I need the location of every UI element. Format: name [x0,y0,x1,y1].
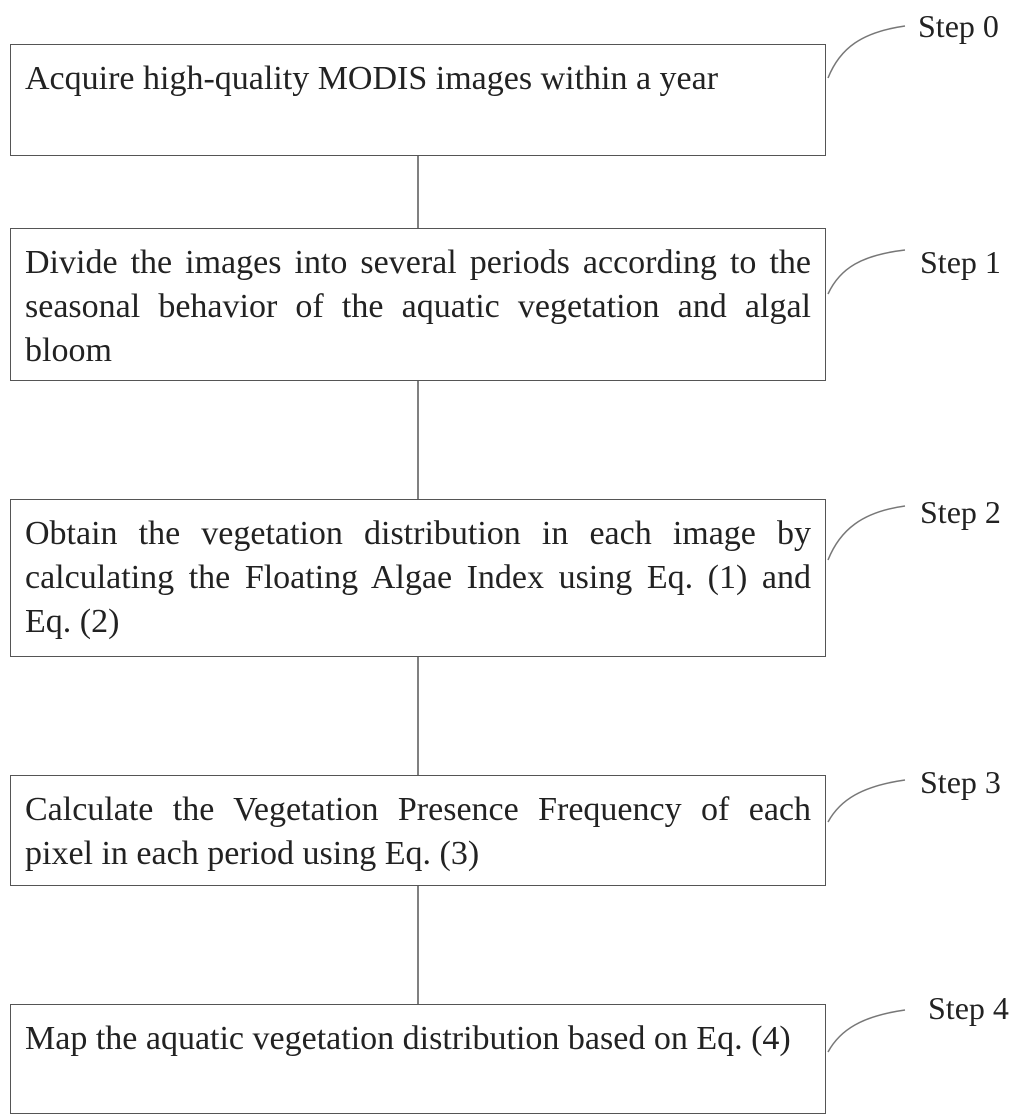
step-1-box [10,228,826,381]
step-0-box [10,44,826,156]
step-3-box [10,775,826,886]
step-2-text: Obtain the vegetation distribution in each image by calculating the Floating Algae Index using Eq. (1) and Eq. (2) [25,515,811,640]
leader-step-3 [828,780,905,822]
leader-step-2 [828,506,905,560]
step-0-text: Acquire high-quality MODIS images within a year [25,60,719,97]
step-1-text: Divide the images into several periods according to the seasonal behavior of the aquatic vegetation and algal bloom [25,244,811,369]
leader-step-1 [828,250,905,294]
step-3-text: Calculate the Vegetation Presence Frequency of each pixel in each period using Eq. (3) [25,791,811,872]
step-0-label: Step 0 [918,8,999,44]
step-4-text: Map the aquatic vegetation distribution based on Eq. (4) [25,1020,791,1057]
step-1-label: Step 1 [920,244,1001,280]
step-2-label: Step 2 [920,494,1001,530]
step-3-label: Step 3 [920,764,1001,800]
leader-step-0 [828,26,905,78]
step-4-label: Step 4 [928,990,1009,1026]
step-4-box [10,1004,826,1114]
leader-step-4 [828,1010,905,1052]
step-2-box [10,499,826,657]
